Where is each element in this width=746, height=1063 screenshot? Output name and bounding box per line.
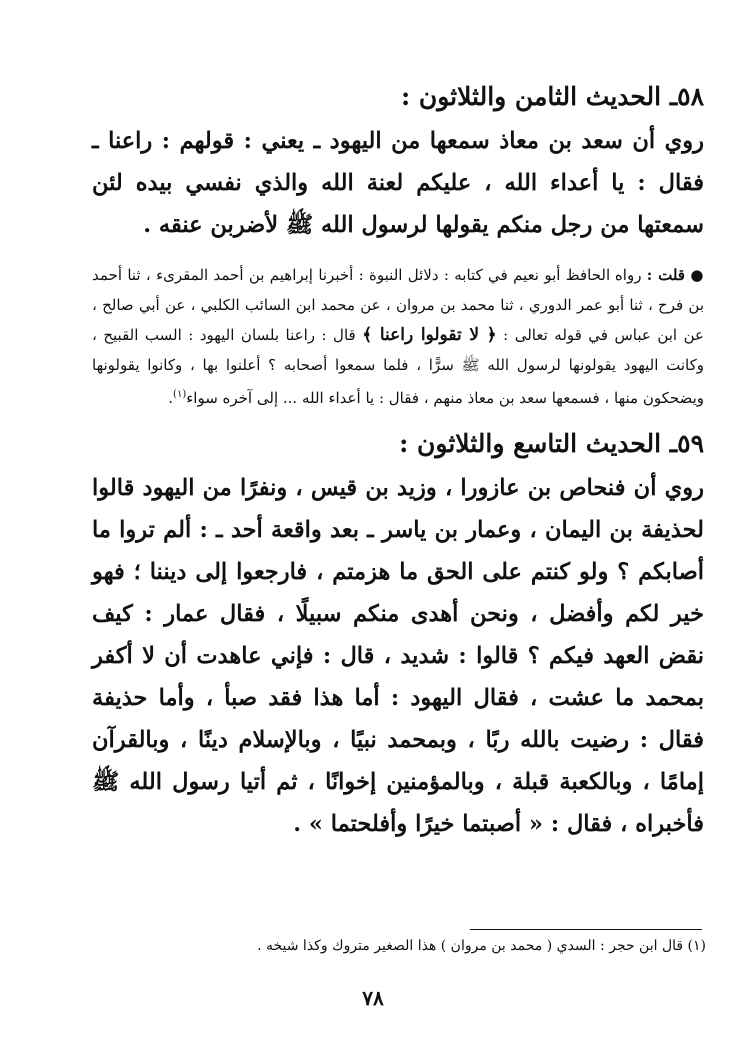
footnote-divider xyxy=(470,929,702,930)
hadith-58-heading: ٥٨ـ الحديث الثامن والثلاثون : xyxy=(400,82,704,111)
hadith-59-text: روي أن فنحاص بن عازورا ، وزيد بن قيس ، ونفرًا من اليهود قالوا لحذيفة بن اليمان ، وعمار بن ياسر ـ بعد واقعة أحد ـ : ألم تروا ما أصابكم ؟ ولو كنتم على الحق ما هزمتم ، فارجعوا إلى ديننا ؛ فهو خير لكم وأفضل ، ونحن أهدى منكم سبيلًا ، فقال عمار : كيف نقض العهد فيكم ؟ قالوا : شديد ، قال : فإني عاهدت أن لا أكفر بمحمد ما عشت ، فقال اليهود : أما هذا فقد صبأ ، وأما حذيفة فقال : رضيت بالله ربًا ، وبمحمد نبيًا ، وبالإسلام دينًا ، وبالقرآن إمامًا ، وبالكعبة قبلة ، وبالمؤمنين إخوانًا ، ثم أتيا رسول الله ﷺ فأخبراه ، فقال : « أصبتما خيرًا وأفلحتما » . xyxy=(92,475,704,837)
page-body xyxy=(92,80,704,845)
hadith-58-note xyxy=(92,260,704,413)
hadith-58-text: روي أن سعد بن معاذ سمعها من اليهود ـ يعني : قولهم : راعنا ـ فقال : يا أعداء الله ، عليكم لعنة الله والذي نفسي بيده لئن سمعتها من رجل منكم يقولها لرسول الله ﷺ لأضربن عنقه . xyxy=(92,128,704,238)
footnote: (١) قال ابن حجر : السدي ( محمد بن مروان ) هذا الصغير متروك وكذا شيخه . xyxy=(257,938,706,954)
note-quran-verse: ﴿ لا تقولوا راعنا ﴾ xyxy=(362,325,497,345)
note-qultu: قلت : xyxy=(646,266,685,284)
note-text-2: قال : راعنا بلسان اليهود : السب القبيح ، وكانت اليهود يقولونها لرسول الله ﷺ سرًّا ، فلما سمعوا أصحابه ؟ أعلنوا بها ، وكانوا يقولونها ويضحكون منها ، فسمعها سعد بن معاذ منهم ، فقال : يا أعداء الله ... إلى آخره سواء xyxy=(92,326,704,407)
note-bullet: ● xyxy=(690,266,704,284)
page-number: ٧٨ xyxy=(362,986,384,1010)
note-text-1: رواه الحافظ أبو نعيم في كتابه : دلائل النبوة : أخبرنا إبراهيم بن أحمد المقرىء ، ثنا أحمد بن فرح ، ثنا أبو عمر الدوري ، ثنا محمد بن مروان ، عن محمد ابن السائب الكلبي ، عن أبي صالح ، عن ابن عباس في قوله تعالى : xyxy=(92,266,704,344)
footnote-reference: (١) xyxy=(173,389,187,400)
note-end: . xyxy=(168,389,174,407)
hadith-59-heading: ٥٩ـ الحديث التاسع والثلاثون : xyxy=(399,429,704,458)
